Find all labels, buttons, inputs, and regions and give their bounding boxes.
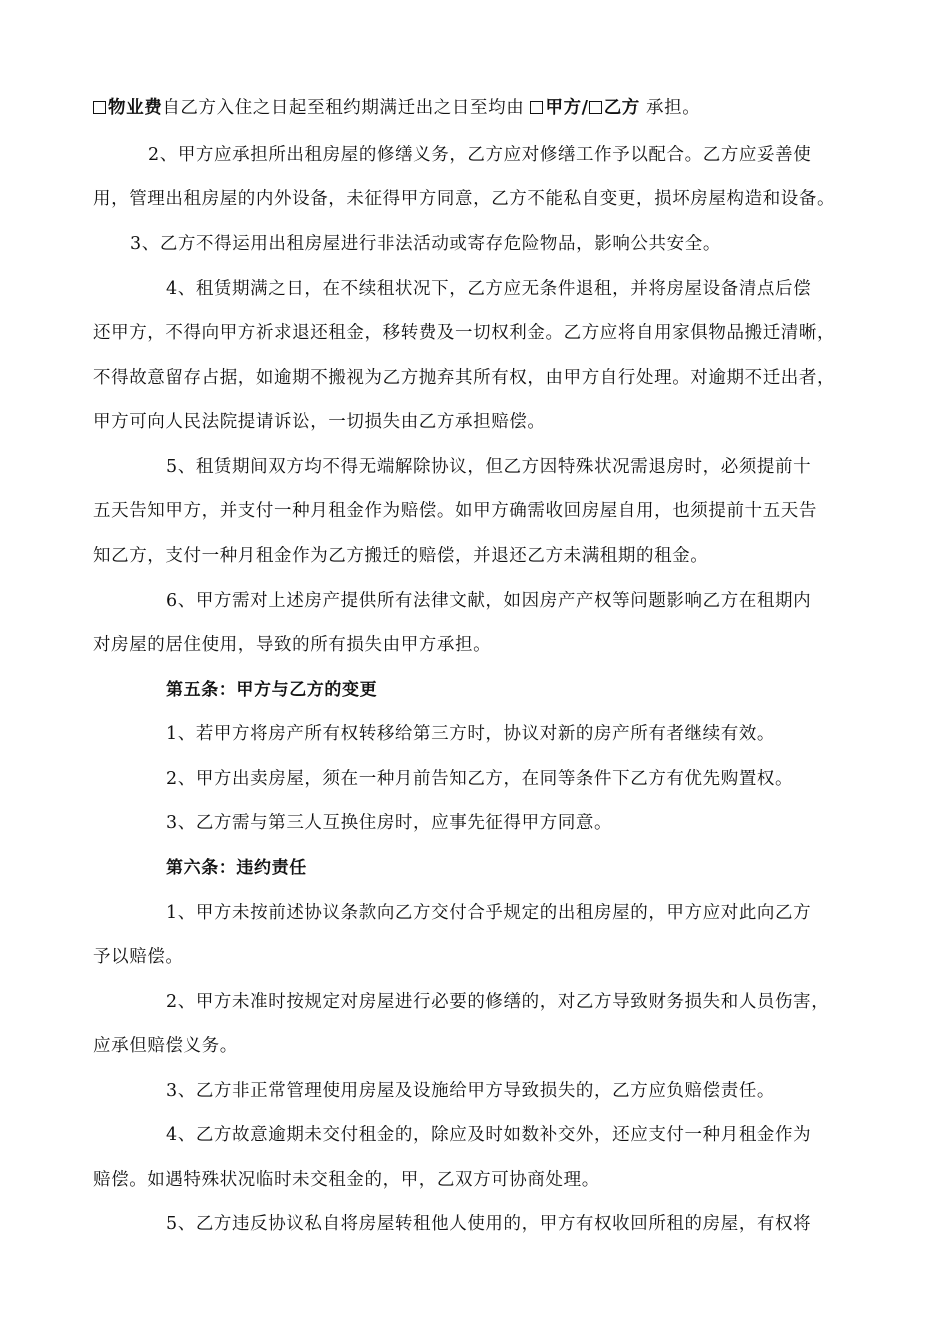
paragraph-line: 应承但赔偿义务。 [93, 1036, 238, 1056]
property-fee-end: 承担。 [639, 98, 701, 118]
paragraph-line: 用，管理出租房屋的内外设备，未征得甲方同意，乙方不能私自变更，损坏房屋构造和设备。 [93, 189, 836, 209]
paragraph-line: 赔偿。如遇特殊状况临时未交租金的，甲，乙双方可协商处理。 [93, 1170, 600, 1190]
paragraph-line: 5、乙方违反协议私自将房屋转租他人使用的，甲方有权收回所租的房屋，有权将 [166, 1214, 812, 1234]
checkbox-icon[interactable] [589, 101, 602, 114]
checkbox-icon[interactable] [93, 101, 106, 114]
paragraph-line: 知乙方，支付一种月租金作为乙方搬迁的赔偿，并退还乙方未满租期的租金。 [93, 546, 709, 566]
paragraph-line: 4、租赁期满之日，在不续租状况下，乙方应无条件退租，并将房屋设备清点后偿 [166, 279, 812, 299]
checkbox-icon[interactable] [530, 101, 543, 114]
paragraph-line: 4、乙方故意逾期未交付租金的，除应及时如数补交外，还应支付一种月租金作为 [166, 1125, 812, 1145]
paragraph-line: 五天告知甲方，并支付一种月租金作为赔偿。如甲方确需收回房屋自用，也须提前十五天告 [93, 501, 817, 521]
paragraph-line: 5、租赁期间双方均不得无端解除协议，但乙方因特殊状况需退房时，必须提前十 [166, 457, 812, 477]
paragraph-line: 6、甲方需对上述房产提供所有法律文献，如因房产产权等问题影响乙方在租期内 [166, 591, 812, 611]
paragraph-line: 3、乙方需与第三人互换住房时，应事先征得甲方同意。 [166, 813, 613, 833]
paragraph-line: 1、甲方未按前述协议条款向乙方交付合乎规定的出租房屋的，甲方应对此向乙方 [166, 903, 812, 923]
paragraph-line: 不得故意留存占据，如逾期不搬视为乙方抛弃其所有权，由甲方自行处理。对逾期不迁出者， [93, 368, 836, 388]
section-heading: 第五条：甲方与乙方的变更 [166, 680, 378, 700]
paragraph-line: 1、若甲方将房产所有权转移给第三方时，协议对新的房产所有者继续有效。 [166, 724, 776, 744]
paragraph-line: 3、乙方非正常管理使用房屋及设施给甲方导致损失的，乙方应负赔偿责任。 [166, 1081, 776, 1101]
property-fee-label: 物业费 [108, 98, 163, 118]
option-party-a: 甲方/ [545, 98, 589, 118]
option-party-b: 乙方 [603, 98, 640, 118]
paragraph-line: 甲方可向人民法院提请诉讼，一切损失由乙方承担赔偿。 [93, 412, 546, 432]
property-fee-text: 自乙方入住之日起至租约期满迁出之日至均由 [162, 98, 531, 118]
paragraph-line: 对房屋的居住使用，导致的所有损失由甲方承担。 [93, 635, 492, 655]
paragraph-line: 2、甲方应承担所出租房屋的修缮义务，乙方应对修缮工作予以配合。乙方应妥善使 [148, 145, 812, 165]
property-fee-line [93, 96, 700, 120]
paragraph-line: 予以赔偿。 [93, 947, 184, 967]
paragraph-line: 2、甲方出卖房屋，须在一种月前告知乙方，在同等条件下乙方有优先购置权。 [166, 769, 794, 789]
paragraph-line: 3、乙方不得运用出租房屋进行非法活动或寄存危险物品，影响公共安全。 [130, 234, 721, 254]
paragraph-line: 还甲方，不得向甲方祈求退还租金，移转费及一切权利金。乙方应将自用家俱物品搬迁清晰， [93, 323, 836, 343]
paragraph-line: 2、甲方未准时按规定对房屋进行必要的修缮的，对乙方导致财务损失和人员伤害， [166, 992, 830, 1012]
section-heading: 第六条：违约责任 [166, 858, 307, 878]
